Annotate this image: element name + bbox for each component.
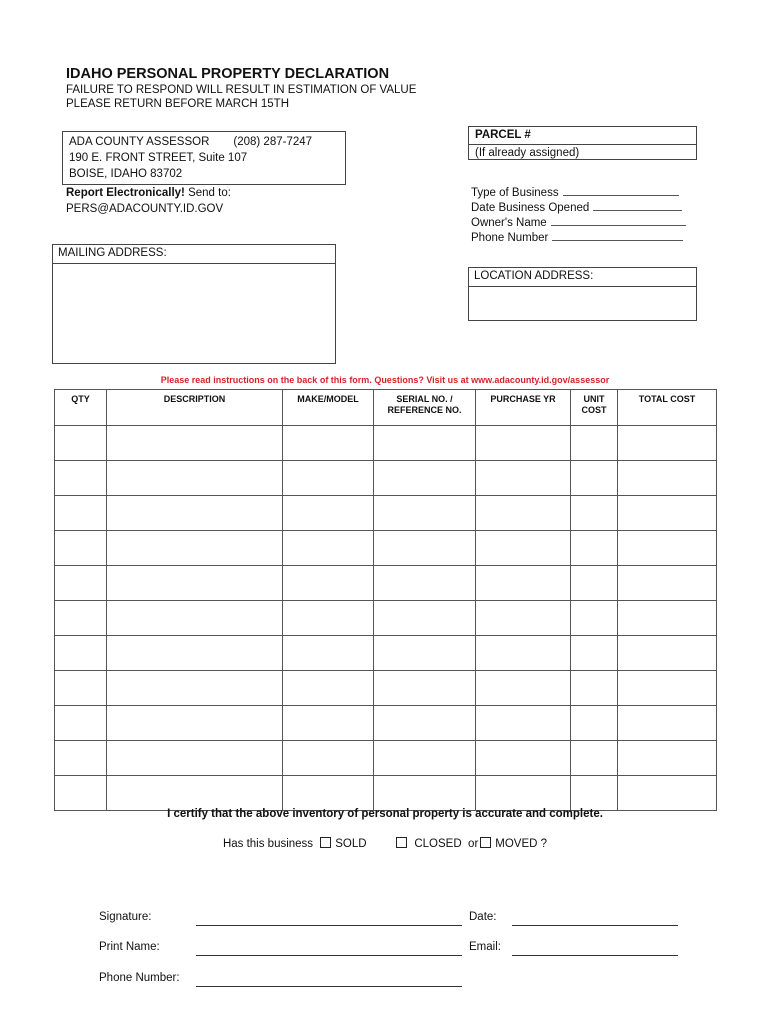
date-opened-line[interactable] [593, 201, 682, 211]
instructions-text: Please read instructions on the back of this form. Questions? Visit us at www.adacounty.id.gov/assessor [160, 375, 610, 385]
report-send-to: Send to: [184, 187, 231, 199]
cell-unit-cost[interactable] [571, 776, 618, 811]
type-of-business-field[interactable] [471, 186, 679, 199]
cell-purchase-yr[interactable] [476, 426, 571, 461]
table-row [55, 776, 717, 811]
col-make-model: MAKE/MODEL [283, 390, 374, 426]
cell-purchase-yr[interactable] [476, 776, 571, 811]
cell-make-model[interactable] [283, 496, 374, 531]
cell-unit-cost[interactable] [571, 426, 618, 461]
cell-total-cost[interactable] [618, 566, 717, 601]
cell-total-cost[interactable] [618, 461, 717, 496]
assessor-name: ADA COUNTY ASSESSOR [69, 136, 210, 148]
phone-number-line[interactable] [552, 231, 683, 241]
return-deadline: PLEASE RETURN BEFORE MARCH 15TH [66, 98, 290, 110]
cell-serial[interactable] [374, 496, 476, 531]
email-label: Email: [469, 941, 501, 953]
cell-unit-cost[interactable] [571, 741, 618, 776]
cell-purchase-yr[interactable] [476, 566, 571, 601]
cell-make-model[interactable] [283, 461, 374, 496]
cell-qty[interactable] [55, 601, 107, 636]
cell-unit-cost[interactable] [571, 566, 618, 601]
moved-checkbox[interactable] [480, 837, 491, 848]
col-qty: QTY [55, 390, 107, 426]
sold-checkbox[interactable] [320, 837, 331, 848]
parcel-note[interactable]: (If already assigned) [475, 147, 580, 159]
phone-number-label: Phone Number [471, 232, 549, 244]
cell-unit-cost[interactable] [571, 706, 618, 741]
cell-make-model[interactable] [283, 531, 374, 566]
status-prefix: Has this business [222, 838, 314, 850]
cell-serial[interactable] [374, 741, 476, 776]
cell-purchase-yr[interactable] [476, 531, 571, 566]
closed-label: CLOSED [414, 838, 462, 850]
cell-description[interactable] [107, 601, 283, 636]
table-row [55, 496, 717, 531]
col-serial-line1: SERIAL NO. / [396, 394, 453, 404]
cell-unit-cost[interactable] [571, 531, 618, 566]
cell-total-cost[interactable] [618, 601, 717, 636]
business-status-question [0, 837, 770, 850]
date-opened-field[interactable] [471, 201, 682, 214]
cell-purchase-yr[interactable] [476, 671, 571, 706]
signer-phone-line[interactable] [196, 986, 462, 987]
cell-description[interactable] [107, 461, 283, 496]
phone-number-field[interactable] [471, 231, 683, 244]
table-row [55, 706, 717, 741]
cell-total-cost[interactable] [618, 671, 717, 706]
col-unit-line2: COST [581, 405, 607, 415]
type-of-business-line[interactable] [563, 186, 679, 196]
parcel-label: PARCEL # [469, 127, 696, 145]
cell-total-cost[interactable] [618, 531, 717, 566]
cell-purchase-yr[interactable] [476, 741, 571, 776]
cell-make-model[interactable] [283, 671, 374, 706]
cell-unit-cost[interactable] [571, 671, 618, 706]
cell-total-cost[interactable] [618, 426, 717, 461]
cell-serial[interactable] [374, 601, 476, 636]
cell-serial[interactable] [374, 461, 476, 496]
print-name-line[interactable] [196, 955, 462, 956]
cell-serial[interactable] [374, 636, 476, 671]
cell-description[interactable] [107, 671, 283, 706]
table-row [55, 601, 717, 636]
cell-make-model[interactable] [283, 636, 374, 671]
table-row [55, 636, 717, 671]
cell-make-model[interactable] [283, 601, 374, 636]
col-total-cost: TOTAL COST [618, 390, 717, 426]
assessor-city: BOISE, IDAHO 83702 [69, 168, 183, 180]
assessor-street: 190 E. FRONT STREET, Suite 107 [69, 152, 248, 164]
cell-unit-cost[interactable] [571, 461, 618, 496]
closed-checkbox[interactable] [396, 837, 407, 848]
mailing-address-box[interactable] [52, 244, 336, 364]
cell-make-model[interactable] [283, 426, 374, 461]
cell-total-cost[interactable] [618, 776, 717, 811]
report-bold: Report Electronically! [66, 187, 185, 199]
cell-serial[interactable] [374, 776, 476, 811]
col-description: DESCRIPTION [107, 390, 283, 426]
cell-serial[interactable] [374, 706, 476, 741]
cell-total-cost[interactable] [618, 636, 717, 671]
cell-description[interactable] [107, 496, 283, 531]
cell-total-cost[interactable] [618, 496, 717, 531]
cell-purchase-yr[interactable] [476, 496, 571, 531]
cell-purchase-yr[interactable] [476, 706, 571, 741]
cell-description[interactable] [107, 776, 283, 811]
email-line[interactable] [512, 955, 678, 956]
cell-make-model[interactable] [283, 776, 374, 811]
cell-unit-cost[interactable] [571, 496, 618, 531]
report-electronically [66, 185, 231, 217]
cell-qty[interactable] [55, 426, 107, 461]
certification-statement: I certify that the above inventory of personal property is accurate and complete. [167, 808, 603, 820]
table-row [55, 566, 717, 601]
cell-qty[interactable] [55, 496, 107, 531]
cell-serial[interactable] [374, 426, 476, 461]
cell-unit-cost[interactable] [571, 636, 618, 671]
cell-total-cost[interactable] [618, 741, 717, 776]
col-serial-line2: REFERENCE NO. [387, 405, 462, 415]
table-row [55, 671, 717, 706]
inventory-table [54, 389, 717, 811]
cell-qty[interactable] [55, 741, 107, 776]
col-serial [374, 390, 476, 426]
cell-qty[interactable] [55, 566, 107, 601]
sold-label: SOLD [335, 838, 367, 850]
cell-description[interactable] [107, 426, 283, 461]
table-row [55, 426, 717, 461]
assessor-address-box [62, 131, 346, 185]
cell-serial[interactable] [374, 531, 476, 566]
cell-purchase-yr[interactable] [476, 636, 571, 671]
owner-name-line[interactable] [551, 216, 686, 226]
cell-qty[interactable] [55, 776, 107, 811]
table-row [55, 741, 717, 776]
signature-label: Signature: [99, 911, 152, 923]
moved-label: MOVED ? [495, 838, 548, 850]
signer-phone-label: Phone Number: [99, 972, 180, 984]
cell-qty[interactable] [55, 531, 107, 566]
table-row [55, 531, 717, 566]
cell-serial[interactable] [374, 566, 476, 601]
report-email[interactable]: PERS@ADACOUNTY.ID.GOV [66, 203, 224, 215]
cell-qty[interactable] [55, 461, 107, 496]
cell-make-model[interactable] [283, 566, 374, 601]
cell-qty[interactable] [55, 671, 107, 706]
type-of-business-label: Type of Business [471, 187, 559, 199]
cell-purchase-yr[interactable] [476, 601, 571, 636]
location-address-label: LOCATION ADDRESS: [469, 268, 696, 287]
col-unit-cost [571, 390, 618, 426]
table-header-row [55, 390, 717, 426]
form-title: IDAHO PERSONAL PROPERTY DECLARATION [66, 66, 390, 82]
cell-description[interactable] [107, 706, 283, 741]
cell-make-model[interactable] [283, 706, 374, 741]
or-label: or [468, 838, 479, 850]
cell-serial[interactable] [374, 671, 476, 706]
col-unit-line1: UNIT [583, 394, 605, 404]
cell-description[interactable] [107, 566, 283, 601]
owner-name-field[interactable] [471, 216, 686, 229]
print-name-label: Print Name: [99, 941, 160, 953]
col-purchase-yr: PURCHASE YR [476, 390, 571, 426]
cell-description[interactable] [107, 531, 283, 566]
mailing-address-label: MAILING ADDRESS: [53, 245, 335, 264]
cell-description[interactable] [107, 636, 283, 671]
inventory-body [55, 426, 717, 811]
location-address-box[interactable] [468, 267, 697, 321]
date-label: Date: [469, 911, 497, 923]
cell-qty[interactable] [55, 636, 107, 671]
cell-description[interactable] [107, 741, 283, 776]
table-row [55, 461, 717, 496]
assessor-phone: (208) 287-7247 [233, 136, 313, 148]
cell-make-model[interactable] [283, 741, 374, 776]
cell-unit-cost[interactable] [571, 601, 618, 636]
date-opened-label: Date Business Opened [471, 202, 590, 214]
date-line[interactable] [512, 925, 678, 926]
failure-warning: FAILURE TO RESPOND WILL RESULT IN ESTIMATION OF VALUE [66, 84, 417, 96]
parcel-box [468, 126, 697, 160]
cell-total-cost[interactable] [618, 706, 717, 741]
cell-qty[interactable] [55, 706, 107, 741]
signature-line[interactable] [196, 925, 462, 926]
owner-name-label: Owner's Name [471, 217, 547, 229]
cell-purchase-yr[interactable] [476, 461, 571, 496]
